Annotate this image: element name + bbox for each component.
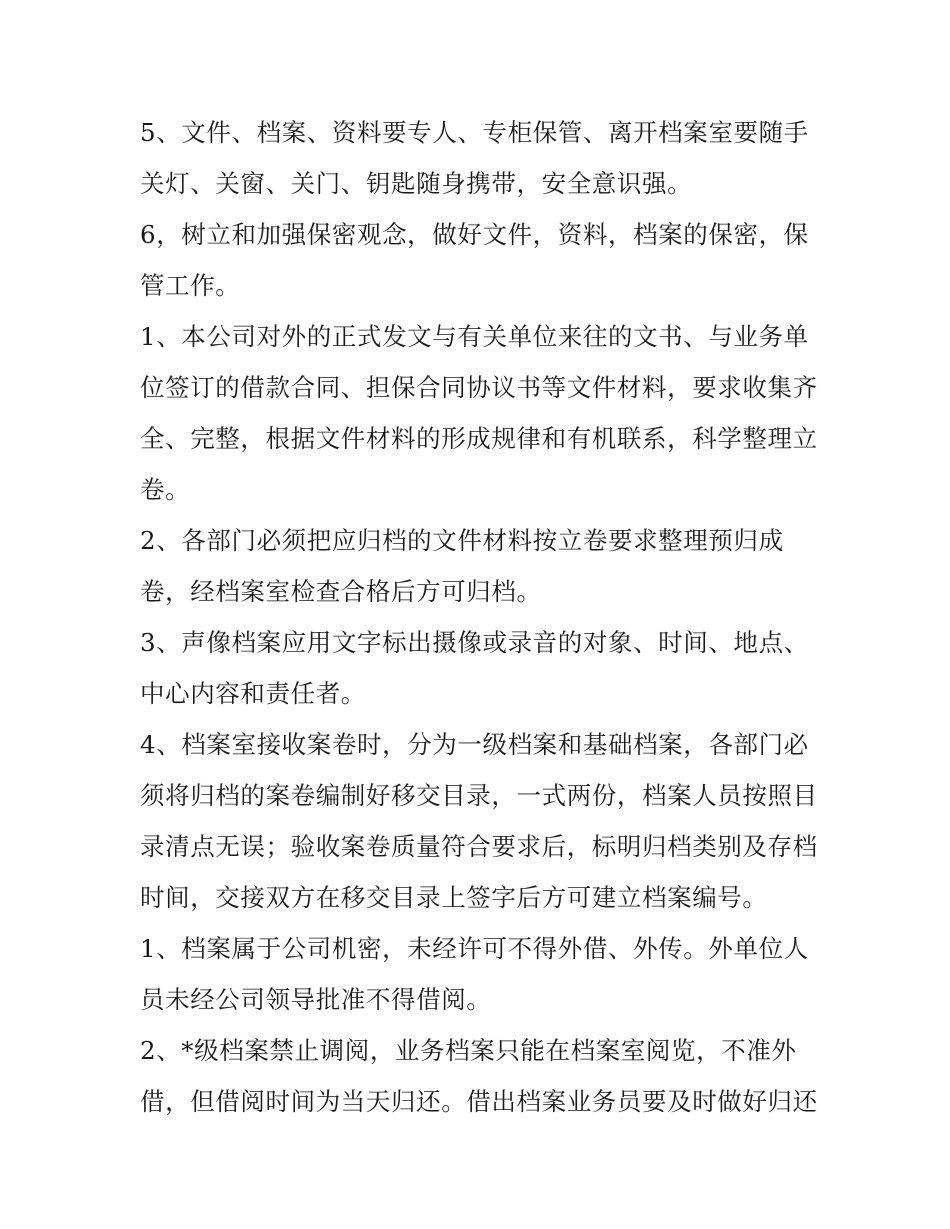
paragraph-2-access (140, 1025, 820, 1127)
text-line: 借，但借阅时间为当天归还。借出档案业务员要及时做好归还 (140, 1087, 818, 1116)
paragraph-6-confidentiality (140, 209, 820, 311)
text-line: 5、文件、档案、资料要专人、专柜保管、离开档案室要随手 (140, 118, 809, 147)
text-line: 录清点无误；验收案卷质量符合要求后，标明归档类别及存档 (140, 832, 818, 861)
text-line: 位签订的借款合同、担保合同协议书等文件材料，要求收集齐 (140, 373, 818, 402)
document-body (140, 107, 820, 1127)
paragraph-1-lending (140, 923, 820, 1025)
text-line: 卷，经档案室检查合格后方可归档。 (140, 577, 542, 606)
text-line: 中心内容和责任者。 (140, 679, 366, 708)
text-line: 6，树立和加强保密观念，做好文件，资料，档案的保密，保 (140, 220, 809, 249)
text-line: 全、完整，根据文件材料的形成规律和有机联系，科学整理立 (140, 424, 818, 453)
text-line: 须将归档的案卷编制好移交目录，一式两份，档案人员按照目 (140, 781, 818, 810)
text-line: 2、*级档案禁止调阅，业务档案只能在档案室阅览，不准外 (140, 1036, 797, 1065)
paragraph-5-storage (140, 107, 820, 209)
paragraph-4-receiving (140, 719, 820, 923)
text-line: 卷。 (140, 475, 191, 504)
paragraph-3-audiovisual (140, 617, 820, 719)
text-line: 3、声像档案应用文字标出摄像或录音的对象、时间、地点、 (140, 628, 809, 657)
text-line: 员未经公司领导批准不得借阅。 (140, 985, 492, 1014)
text-line: 关灯、关窗、关门、钥匙随身携带，安全意识强。 (140, 169, 693, 198)
text-line: 管工作。 (140, 271, 241, 300)
text-line: 4、档案室接收案卷时，分为一级档案和基础档案，各部门必 (140, 730, 809, 759)
text-line: 1、档案属于公司机密，未经许可不得外借、外传。外单位人 (140, 934, 809, 963)
paragraph-1-collection (140, 311, 820, 515)
paragraph-2-filing (140, 515, 820, 617)
text-line: 时间，交接双方在移交目录上签字后方可建立档案编号。 (140, 883, 768, 912)
text-line: 2、各部门必须把应归档的文件材料按立卷要求整理预归成 (140, 526, 784, 555)
text-line: 1、本公司对外的正式发文与有关单位来往的文书、与业务单 (140, 322, 809, 351)
